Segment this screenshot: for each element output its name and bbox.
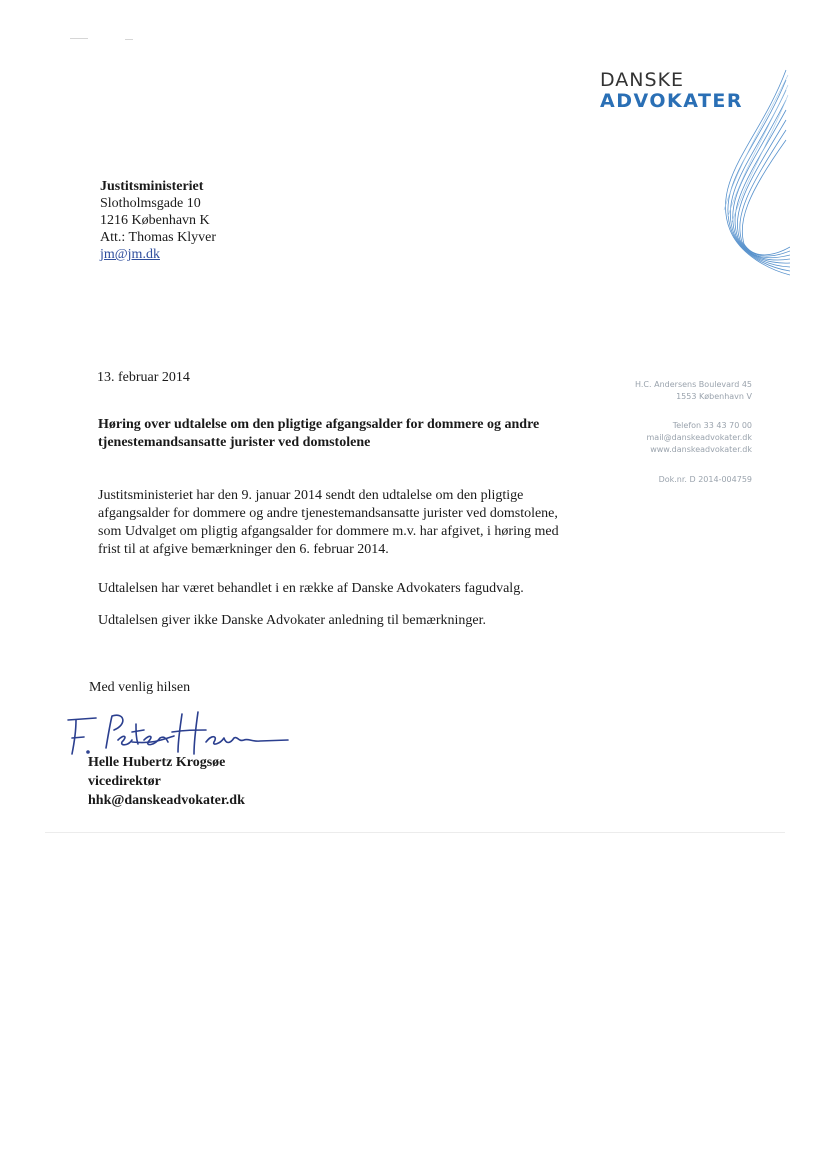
logo-swoosh-icon	[700, 60, 790, 280]
letter-date: 13. februar 2014	[97, 370, 190, 385]
signer-name: Helle Hubertz Krogsøe	[88, 755, 226, 770]
signer-email: hhk@danskeadvokater.dk	[88, 793, 245, 808]
recipient-attention: Att.: Thomas Klyver	[100, 230, 217, 245]
sender-street: H.C. Andersens Boulevard 45	[635, 380, 752, 389]
sender-web: www.danskeadvokater.dk	[650, 445, 752, 454]
scan-mark	[125, 39, 133, 40]
closing-greeting: Med venlig hilsen	[89, 680, 191, 695]
document-number: Dok.nr. D 2014-004759	[658, 475, 752, 484]
signer-block	[88, 753, 245, 810]
sender-city: 1553 København V	[676, 392, 752, 401]
body-paragraph-3: Udtalelsen giver ikke Danske Advokater anledning til bemærkninger.	[98, 613, 487, 628]
recipient-address	[100, 178, 216, 263]
recipient-city: 1216 København K	[100, 213, 210, 228]
sender-mail: mail@danskeadvokater.dk	[646, 433, 752, 442]
body-paragraph-1: Justitsministeriet har den 9. januar 2014 sendt den udtalelse om den pligtige afgangsalder for dommere og andre tjenestemandsansatte jurister ved domstolene, som Udvalget om pligtig afgangsalder for dommere m.v. har afgivet, i høring med frist til at afgive bemærkninger den 6. februar 2014.	[98, 488, 559, 557]
letter-subject: Høring over udtalelse om den pligtige afgangsalder for dommere og andre tjenestemandsansatte jurister ved domstolene	[98, 417, 540, 450]
body-paragraph-2: Udtalelsen har været behandlet i en række af Danske Advokaters fagudvalg.	[98, 581, 524, 596]
recipient-street: Slotholmsgade 10	[100, 196, 201, 211]
recipient-email-link[interactable]: jm@jm.dk	[100, 247, 160, 262]
scan-mark	[70, 38, 88, 39]
logo-line-2: ADVOKATER	[600, 90, 744, 112]
recipient-org: Justitsministeriet	[100, 179, 204, 194]
signer-title: vicedirektør	[88, 774, 161, 789]
sender-contact	[647, 420, 753, 456]
sender-address	[635, 379, 752, 403]
logo-line-1: DANSKE	[600, 69, 685, 91]
sender-phone: Telefon 33 43 70 00	[672, 421, 752, 430]
scan-divider	[45, 832, 785, 833]
